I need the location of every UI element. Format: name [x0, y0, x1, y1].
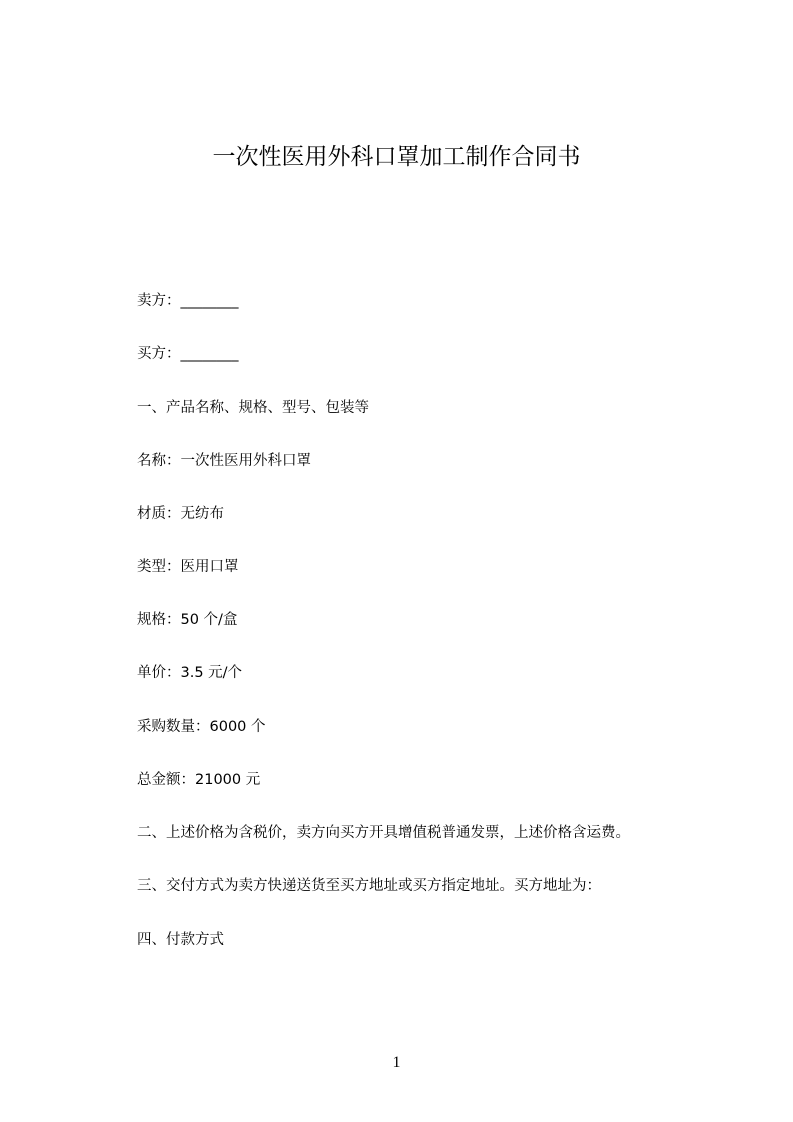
buyer-line: 买方：________: [137, 346, 239, 362]
product-type: 类型：医用口罩: [137, 559, 239, 575]
product-spec: 规格：50 个/盒: [137, 612, 238, 628]
total-amount: 总金额：21000 元: [137, 772, 261, 788]
product-material: 材质：无纺布: [137, 506, 224, 522]
seller-line: 卖方：________: [137, 293, 239, 309]
unit-price: 单价：3.5 元/个: [137, 665, 243, 681]
section-4-heading: 四、付款方式: [137, 932, 224, 948]
page-number: 1: [392, 1054, 401, 1071]
section-1-heading: 一、产品名称、规格、型号、包装等: [137, 400, 369, 416]
section-2-clause: 二、上述价格为含税价，卖方向买方开具增值税普通发票，上述价格含运费。: [137, 825, 630, 841]
section-3-clause: 三、交付方式为卖方快递送货至买方地址或买方指定地址。买方地址为：: [137, 878, 601, 894]
document-title: 一次性医用外科口罩加工制作合同书: [212, 144, 581, 170]
purchase-quantity: 采购数量：6000 个: [137, 719, 266, 735]
product-name: 名称：一次性医用外科口罩: [137, 453, 311, 469]
